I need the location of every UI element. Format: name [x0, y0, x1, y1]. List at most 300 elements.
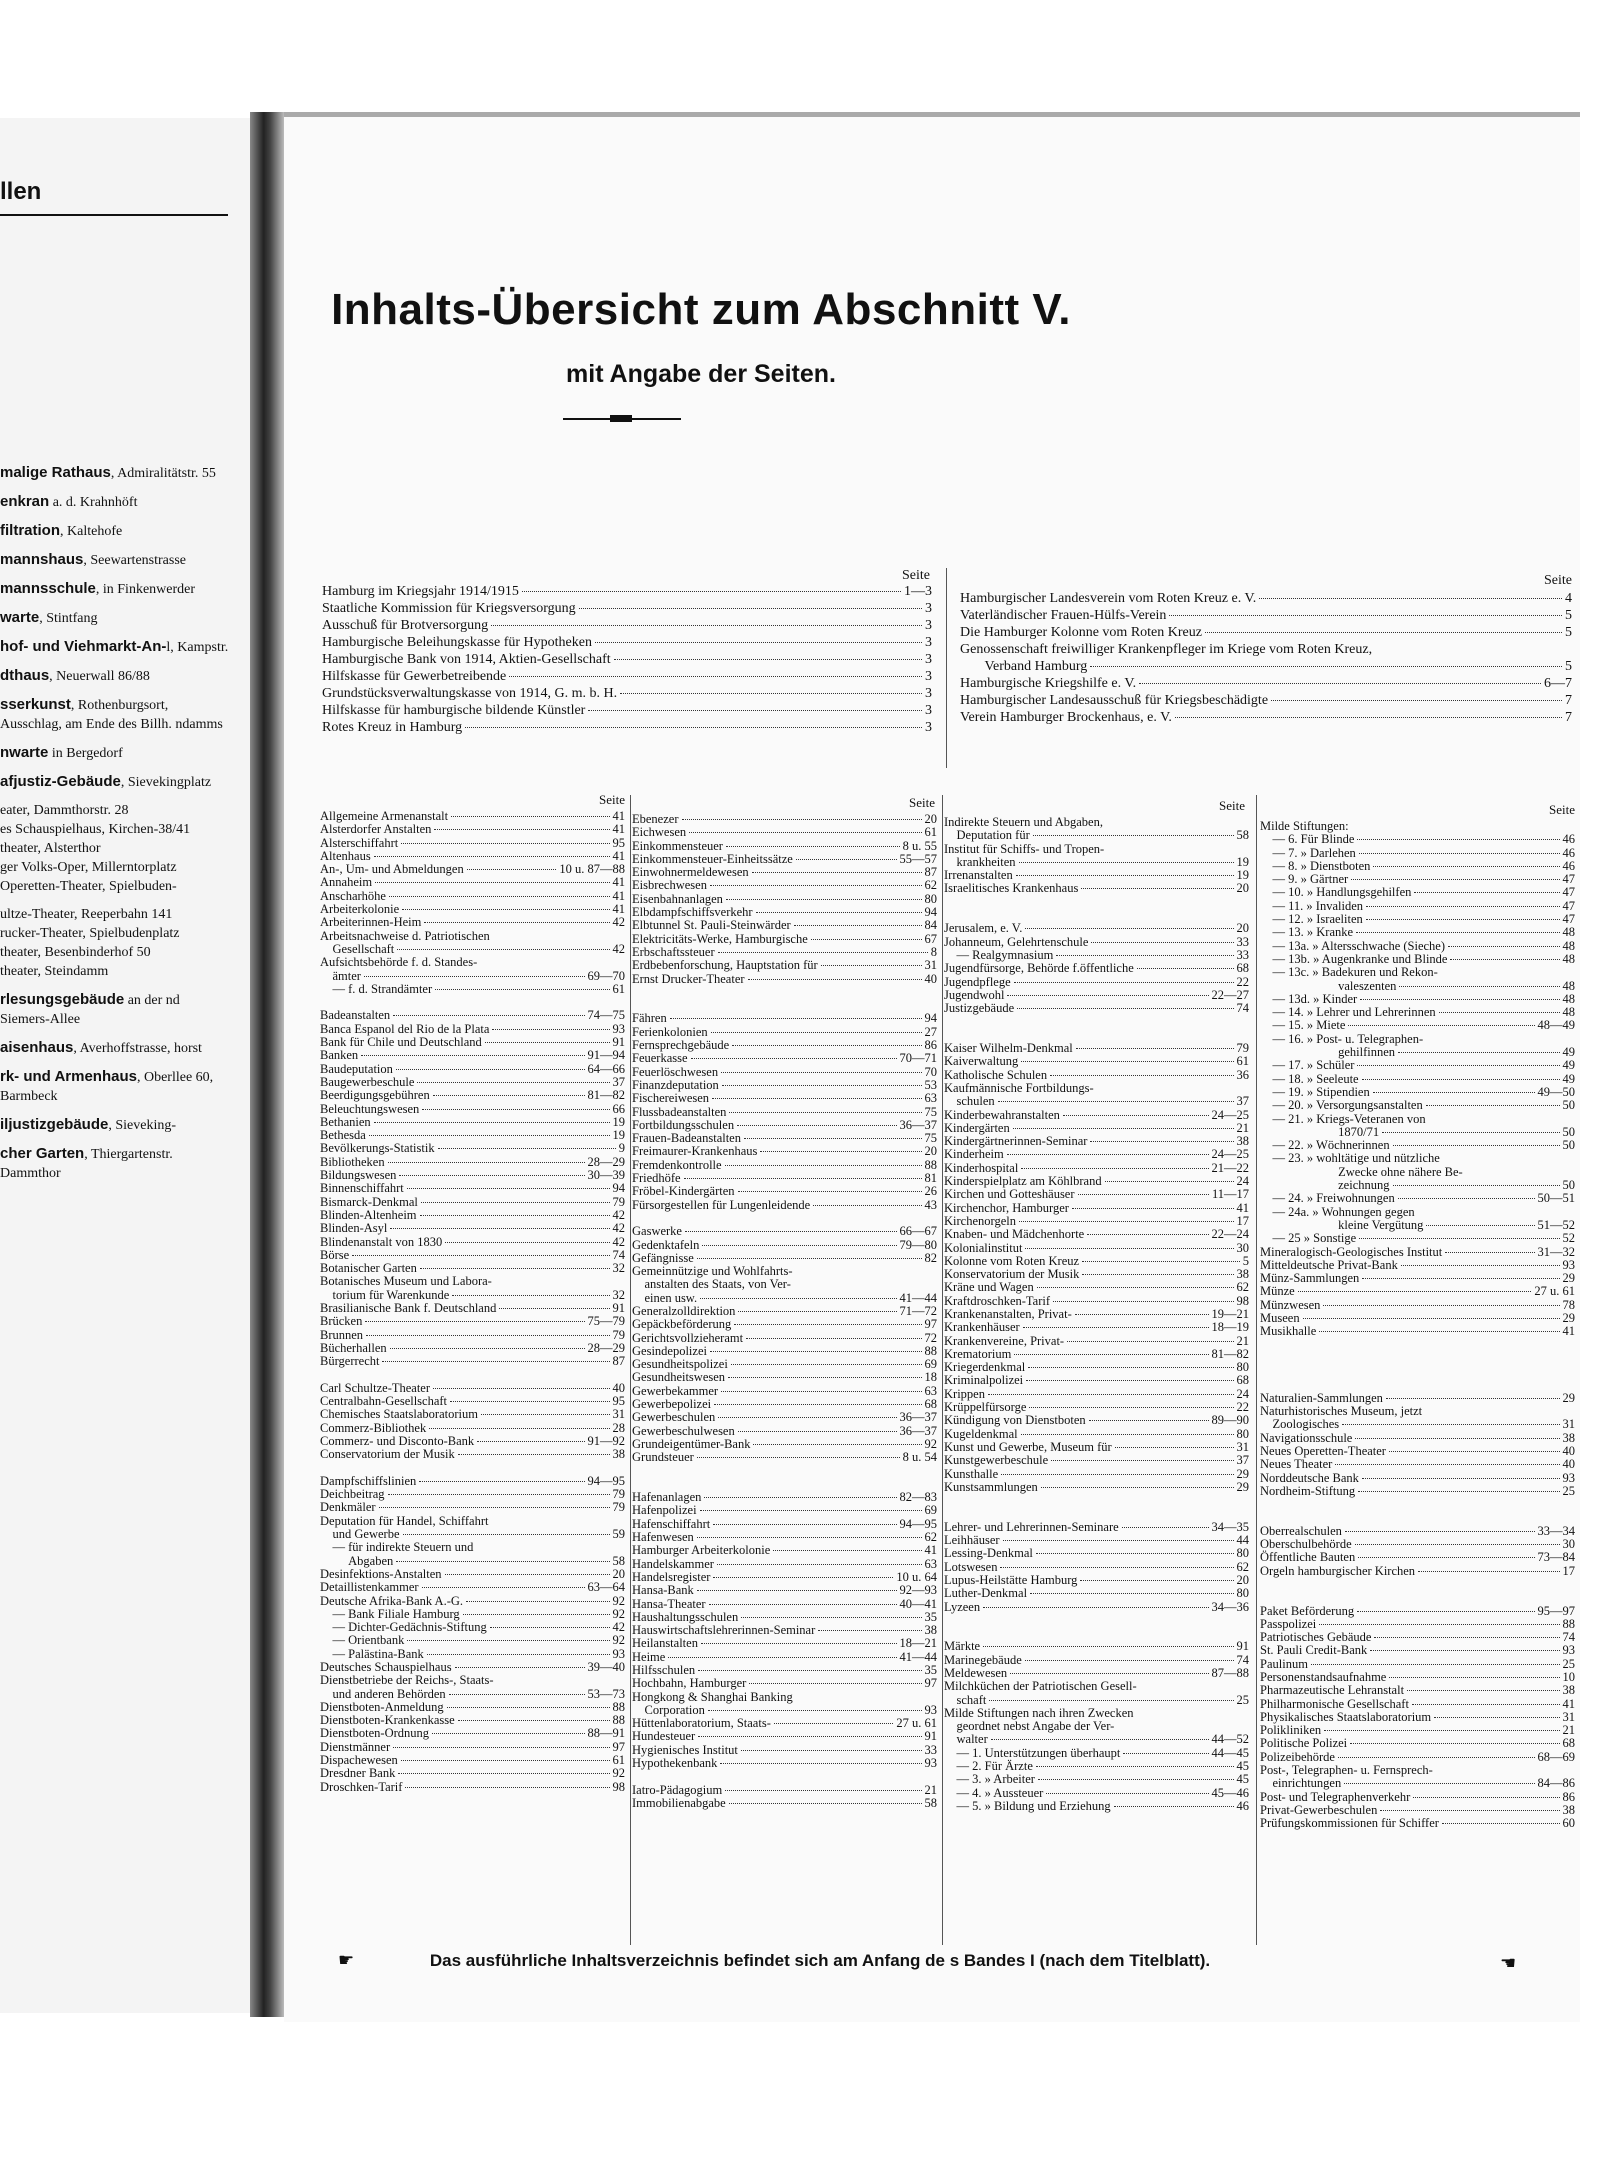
index-entry — [944, 869, 1249, 882]
index-entry — [1260, 1006, 1575, 1019]
index-entry — [632, 893, 937, 906]
index-column-2 — [632, 813, 937, 1810]
dot-leader — [704, 1496, 896, 1498]
index-entry-label: Münz-Sammlungen — [1260, 1271, 1360, 1286]
left-page-entry — [0, 1038, 232, 1058]
dot-leader — [741, 1616, 921, 1618]
index-entry — [944, 1348, 1249, 1361]
section-gap — [1260, 1578, 1575, 1591]
index-entry — [944, 1069, 1249, 1082]
index-entry — [1260, 1126, 1575, 1139]
dot-leader — [756, 911, 922, 913]
index-entry-page: 20 — [1236, 921, 1249, 936]
index-entry-label: Staatliche Kommission für Kriegsversorgung — [322, 601, 576, 616]
index-entry-page: 71—72 — [899, 1303, 937, 1318]
index-entry — [632, 1425, 937, 1438]
index-entry — [320, 1342, 625, 1355]
index-entry — [320, 1688, 625, 1701]
dot-leader — [447, 1706, 610, 1708]
index-entry — [944, 1361, 1249, 1374]
dot-leader — [445, 1573, 610, 1575]
index-entry — [320, 1236, 625, 1249]
index-entry-label: Grundsteuer — [632, 1450, 694, 1465]
index-entry-label: Hansa-Bank — [632, 1583, 694, 1598]
left-page — [0, 118, 250, 2013]
index-entry-page: 61 — [612, 981, 625, 996]
left-page-entry-text: a. d. Krahnhöft — [49, 495, 138, 510]
index-entry — [322, 651, 932, 668]
index-entry-label: Gefängnisse — [632, 1250, 694, 1265]
dot-leader — [1082, 1273, 1233, 1275]
dot-leader — [722, 1084, 922, 1086]
index-entry-page: 38 — [1562, 1683, 1575, 1698]
book-gutter — [250, 112, 284, 2017]
index-entry-label: Hansa-Theater — [632, 1596, 706, 1611]
dot-leader — [420, 1267, 610, 1269]
index-entry — [632, 1052, 937, 1065]
index-entry — [632, 1598, 937, 1611]
index-entry-label: Gewerbeschulwesen — [632, 1423, 735, 1438]
index-entry — [944, 1800, 1249, 1813]
index-entry-label: Polikliniken — [1260, 1723, 1322, 1738]
dot-leader — [1007, 994, 1208, 996]
index-entry — [320, 876, 625, 889]
index-entry-label: Badeanstalten — [320, 1008, 391, 1023]
dot-leader — [670, 1017, 922, 1019]
index-entry-label: Fortbildungsschulen — [632, 1117, 735, 1132]
dot-leader — [734, 1323, 921, 1325]
index-entry-page: 87 — [924, 865, 937, 880]
index-entry-page: 5 — [1565, 659, 1572, 674]
index-entry-page: 41 — [612, 902, 625, 917]
dot-leader — [1380, 1809, 1559, 1811]
index-entry-page: 3 — [925, 686, 932, 701]
dot-leader — [1123, 1752, 1208, 1754]
index-entry-page: 50 — [1562, 1098, 1575, 1113]
index-entry-label: Deichbeitrag — [320, 1487, 385, 1502]
left-page-entry-title: hof- und Viehmarkt-An- — [0, 638, 167, 655]
index-entry — [632, 1717, 937, 1730]
index-entry-label: Post-, Telegraphen- u. Fernsprech- — [1260, 1763, 1433, 1778]
index-entry — [960, 692, 1572, 709]
index-entry-label: — 4. » Aussteuer — [944, 1785, 1044, 1800]
index-entry-label: Einkommensteuer-Einheitssätze — [632, 851, 793, 866]
index-entry — [632, 1371, 937, 1384]
index-entry-label: — 21. » Kriegs-Veteranen von — [1260, 1111, 1426, 1126]
index-entry — [320, 1754, 625, 1767]
dot-leader — [682, 818, 922, 820]
index-entry-page: 17 — [1236, 1213, 1249, 1228]
index-entry — [1260, 1272, 1575, 1285]
index-entry-page: 91—94 — [587, 1048, 625, 1063]
left-page-entry — [0, 463, 232, 483]
index-entry — [1260, 953, 1575, 966]
dot-leader — [1443, 1158, 1572, 1159]
index-entry-label: kleine Vergütung — [1260, 1217, 1424, 1232]
index-entry-label: Politische Polizei — [1260, 1736, 1348, 1751]
index-entry — [632, 840, 937, 853]
dot-leader — [1303, 1317, 1560, 1319]
index-entry-label: Konservatorium der Musik — [944, 1267, 1080, 1282]
dot-leader — [1311, 1663, 1560, 1665]
index-entry — [944, 856, 1249, 869]
index-entry-page: 84—86 — [1537, 1776, 1575, 1791]
index-entry-label: — Bank Filiale Hamburg — [320, 1606, 460, 1621]
dot-leader — [403, 1533, 610, 1535]
index-entry — [1260, 1711, 1575, 1724]
index-entry-page: 95 — [612, 835, 625, 850]
index-entry-page: 62 — [924, 878, 937, 893]
left-page-entries — [0, 463, 232, 1192]
seite-label: Seite — [902, 568, 930, 583]
index-entry-label: — 11. » Invaliden — [1260, 898, 1363, 913]
dot-leader — [432, 1732, 584, 1734]
left-page-entry-text: in Bergedorf — [48, 746, 123, 761]
dot-leader — [1028, 1366, 1233, 1368]
left-page-entry — [0, 743, 232, 763]
dot-leader — [983, 1645, 1233, 1647]
index-entry-label: Kaufmännische Fortbildungs- — [944, 1080, 1094, 1095]
index-entry-label: Krematorium — [944, 1346, 1012, 1361]
index-entry-label: Kinderheim — [944, 1147, 1004, 1162]
section-gap — [320, 1368, 625, 1381]
dot-leader — [429, 1427, 609, 1429]
dot-leader — [477, 1440, 584, 1442]
dot-leader — [749, 1682, 921, 1684]
index-entry-label: Carl Schultze-Theater — [320, 1380, 431, 1395]
index-entry-page: 87—88 — [1211, 1666, 1249, 1680]
index-entry — [1260, 1671, 1575, 1684]
index-entry-label: Dienstboten-Krankenkasse — [320, 1713, 455, 1728]
index-entry-page: 41 — [612, 875, 625, 890]
index-entry-page: 40—41 — [899, 1596, 937, 1611]
dot-leader — [1050, 1074, 1233, 1076]
index-entry — [1260, 1644, 1575, 1657]
index-entry-label: — für indirekte Steuern und — [320, 1540, 474, 1555]
index-entry — [632, 1332, 937, 1345]
index-entry — [632, 1797, 937, 1810]
index-entry-label: Dienstmänner — [320, 1739, 391, 1754]
index-entry-page: 81—82 — [1211, 1346, 1249, 1361]
index-entry-page: 36—37 — [899, 1410, 937, 1425]
dot-leader — [1389, 1450, 1560, 1452]
index-entry — [320, 1501, 625, 1514]
section-gap — [944, 1614, 1249, 1627]
index-entry-page: 88 — [924, 1157, 937, 1172]
dot-leader — [390, 1347, 585, 1349]
index-entry-label: Elbtunnel St. Pauli-Steinwärder — [632, 918, 791, 933]
dot-leader — [1025, 1659, 1234, 1661]
index-entry — [1260, 913, 1575, 926]
dot-leader — [455, 1666, 585, 1668]
dot-leader — [1080, 1579, 1233, 1581]
index-entry-label: Hongkong & Shanghai Banking — [632, 1689, 793, 1704]
index-entry-page: 42 — [612, 941, 625, 956]
index-entry-page: 18—21 — [899, 1636, 937, 1651]
index-entry-label: Blinden-Asyl — [320, 1221, 388, 1236]
index-entry-page: 59 — [612, 1527, 625, 1542]
index-entry-label: Hafenschiffahrt — [632, 1516, 711, 1531]
index-entry-label: Botanisches Museum und Labora- — [320, 1274, 492, 1289]
dot-leader — [1441, 972, 1572, 973]
dot-leader — [700, 1509, 922, 1511]
index-entry — [1260, 1764, 1575, 1777]
dot-leader — [1019, 1220, 1234, 1222]
dot-leader — [480, 962, 622, 963]
dot-leader — [379, 1506, 610, 1508]
index-entry — [320, 1555, 625, 1568]
index-entry-page: 81—82 — [587, 1088, 625, 1103]
index-entry-page: 92 — [612, 1633, 625, 1648]
index-entry — [320, 810, 625, 823]
dot-leader — [1298, 1290, 1532, 1292]
index-entry — [1260, 1432, 1575, 1445]
index-entry-page: 31 — [612, 1407, 625, 1422]
index-entry-label: Kolonne vom Roten Kreuz — [944, 1253, 1080, 1268]
index-entry-page: 4 — [1565, 591, 1572, 606]
dot-leader — [1021, 1167, 1208, 1169]
index-entry-label: — 16. » Post- u. Telegraphen- — [1260, 1031, 1424, 1046]
index-entry — [1260, 1179, 1575, 1192]
index-entry-label: Hypothekenbank — [632, 1756, 718, 1771]
dot-leader — [1351, 878, 1559, 880]
index-entry — [1260, 1565, 1575, 1578]
index-entry-page: 74 — [1236, 1652, 1249, 1667]
index-entry-label: Generalzolldirektion — [632, 1303, 736, 1318]
index-entry-label: Krippen — [944, 1386, 985, 1401]
index-entry-page: 20 — [924, 1144, 937, 1159]
index-entry-label: Paulinum — [1260, 1656, 1308, 1671]
index-entry-label: Milde Stiftungen nach ihren Zwecken — [944, 1705, 1134, 1720]
dot-leader — [818, 1629, 921, 1631]
index-entry-label: Einwohnermeldewesen — [632, 865, 749, 880]
index-entry-page: 29 — [1562, 1390, 1575, 1405]
pointing-hand-icon: ☛ — [338, 1950, 355, 1970]
index-entry-label: Haushaltungsschulen — [632, 1609, 739, 1624]
dot-leader — [989, 1699, 1233, 1701]
index-entry — [944, 1694, 1249, 1707]
index-entry-page: 91 — [612, 1035, 625, 1050]
dot-leader — [988, 1393, 1234, 1395]
dot-leader — [753, 1443, 921, 1445]
index-entry-page: 61 — [1236, 1054, 1249, 1069]
index-entry — [944, 1202, 1249, 1215]
index-entry-label: Hafenwesen — [632, 1530, 694, 1545]
index-entry-page: 22 — [1236, 974, 1249, 989]
index-entry-label: Dienstbetriebe der Reichs-, Staats- — [320, 1673, 494, 1688]
index-entry-label: — 8. » Dienstboten — [1260, 858, 1371, 873]
index-entry-label: Bibliotheken — [320, 1154, 385, 1169]
index-entry-page: 18—19 — [1211, 1320, 1249, 1335]
index-entry-label: Erdbebenforschung, Hauptstation für — [632, 958, 818, 973]
dot-leader — [748, 978, 922, 980]
dot-leader — [721, 1390, 921, 1392]
index-entry-page: 38 — [1562, 1802, 1575, 1817]
index-entry-page: 94—95 — [899, 1516, 937, 1531]
index-entry-page: 31—32 — [1537, 1244, 1575, 1259]
dot-leader — [1063, 1114, 1209, 1116]
index-entry — [944, 1122, 1249, 1135]
index-entry-label: — 14. » Lehrer und Lehrerinnen — [1260, 1005, 1436, 1020]
dot-leader — [1205, 631, 1562, 633]
index-entry-label: Lyzeen — [944, 1599, 981, 1614]
index-entry-label: Patriotisches Gebäude — [1260, 1630, 1372, 1645]
index-entry-label: Hamburgischer Landesausschuß für Kriegsbeschädigte — [960, 693, 1269, 708]
dot-leader — [718, 951, 928, 953]
dot-leader — [369, 1134, 610, 1136]
index-entry-page: 48 — [1562, 991, 1575, 1006]
index-entry — [1260, 1046, 1575, 1059]
dot-leader — [1356, 931, 1559, 933]
index-entry — [1260, 1139, 1575, 1152]
index-entry-label: Milde Stiftungen: — [1260, 819, 1349, 833]
dot-leader — [445, 1241, 609, 1243]
index-entry-label: Kirchenchor, Hamburger — [944, 1200, 1069, 1215]
left-page-rule — [0, 214, 228, 216]
dot-leader — [374, 1121, 610, 1123]
index-entry-label: Bürgerrecht — [320, 1354, 380, 1369]
index-entry — [320, 1727, 625, 1740]
index-entry — [944, 1680, 1249, 1693]
dot-leader — [397, 948, 609, 950]
index-entry — [944, 1162, 1249, 1175]
index-entry — [960, 590, 1572, 607]
index-entry-label: Lessing-Denkmal — [944, 1546, 1033, 1561]
index-entry-page: 29 — [1236, 1466, 1249, 1481]
index-entry — [320, 970, 625, 983]
index-entry-page: 81 — [924, 1171, 937, 1186]
index-entry — [632, 1318, 937, 1331]
index-entry — [944, 936, 1249, 949]
index-entry — [632, 1664, 937, 1677]
index-entry — [322, 617, 932, 634]
dot-leader — [726, 898, 922, 900]
index-entry-label: Prüfungskommissionen für Schiffer — [1260, 1816, 1439, 1831]
index-entry-label: ämter — [320, 968, 361, 983]
index-entry-label: torium für Warenkunde — [320, 1287, 450, 1302]
index-entry-label: Denkmäler — [320, 1500, 376, 1515]
dot-leader — [419, 1480, 584, 1482]
dot-leader — [1386, 1397, 1560, 1399]
left-page-entry — [0, 905, 232, 981]
index-entry-label: Gaswerke — [632, 1224, 682, 1239]
left-page-entry-title: malige Rathaus — [0, 464, 111, 481]
index-entry-label: Polizeibehörde — [1260, 1749, 1335, 1764]
index-entry-label: — 20. » Versorgungsanstalten — [1260, 1098, 1423, 1113]
index-entry-label: Passpolizei — [1260, 1616, 1317, 1631]
index-entry-page: 46 — [1562, 832, 1575, 847]
index-entry — [944, 1135, 1249, 1148]
section-gap — [1260, 1339, 1575, 1352]
index-entry-label: Chemisches Staatslaboratorium — [320, 1407, 478, 1422]
index-entry — [1260, 1485, 1575, 1498]
index-entry-page: 6—7 — [1544, 676, 1572, 691]
index-entry-page: 72 — [924, 1330, 937, 1345]
index-entry — [632, 1185, 937, 1198]
index-entry-label: Pharmazeutische Lehranstalt — [1260, 1683, 1405, 1698]
index-entry-page: 80 — [1236, 1546, 1249, 1561]
index-entry-label: Bank für Chile und Deutschland — [320, 1035, 482, 1050]
index-entry — [1260, 1285, 1575, 1298]
dot-leader — [811, 938, 922, 940]
index-entry — [1260, 1458, 1575, 1471]
index-entry-label: Altenhaus — [320, 848, 371, 863]
dot-leader — [438, 1147, 616, 1149]
index-entry-page: 93 — [612, 1021, 625, 1036]
dot-leader — [697, 1257, 922, 1259]
index-entry-label: einen usw. — [632, 1290, 698, 1305]
section-gap — [1260, 1365, 1575, 1378]
index-entry — [320, 1595, 625, 1608]
index-entry-label: — 13a. » Altersschwache (Sieche) — [1260, 938, 1446, 953]
dot-leader — [1117, 1726, 1246, 1727]
index-entry-page: 80 — [1236, 1426, 1249, 1441]
index-entry-label: Annaheim — [320, 875, 373, 890]
index-entry-page: 38 — [1236, 1134, 1249, 1149]
index-entry-label: Kaiser Wilhelm-Denkmal — [944, 1041, 1073, 1056]
index-entry-page: 40 — [1562, 1457, 1575, 1472]
index-entry-page: 79 — [612, 1500, 625, 1515]
index-entry — [320, 1581, 625, 1594]
dot-leader — [522, 590, 901, 592]
dot-leader — [1137, 1713, 1246, 1714]
index-entry-label: — Realgymnasium — [944, 947, 1054, 962]
dot-leader — [746, 1337, 921, 1339]
index-entry — [320, 1674, 625, 1687]
index-entry — [632, 826, 937, 839]
index-entry-label: Krankenvereine, Privat- — [944, 1333, 1065, 1348]
index-entry-label: Genossenschaft freiwilliger Krankenpfleger im Kriege vom Roten Kreuz, — [960, 642, 1373, 657]
dot-leader — [1053, 1300, 1233, 1302]
index-entry — [1260, 1099, 1575, 1112]
index-entry-label: walter — [944, 1732, 988, 1747]
index-entry-page: 5 — [1565, 625, 1572, 640]
index-entry-label: Baudeputation — [320, 1061, 393, 1076]
index-entry-page: 97 — [924, 1317, 937, 1332]
index-entry-page: 36—37 — [899, 1117, 937, 1132]
index-entry-label: — 9. » Gärtner — [1260, 872, 1349, 887]
index-entry — [944, 1095, 1249, 1108]
index-entry-page: 33 — [1236, 934, 1249, 949]
dot-leader — [1352, 826, 1572, 827]
index-entry-label: Eisbrechwesen — [632, 878, 707, 893]
index-entry-page: 92 — [612, 1593, 625, 1608]
index-entry — [632, 933, 937, 946]
seite-label: Seite — [1549, 802, 1575, 817]
index-entry — [1260, 966, 1575, 979]
dot-leader — [485, 1041, 610, 1043]
index-entry — [944, 1374, 1249, 1387]
index-entry — [1260, 1804, 1575, 1817]
dot-leader — [420, 1214, 610, 1216]
dot-leader — [1426, 1104, 1560, 1106]
dot-leader — [1033, 834, 1234, 836]
page-subtitle: mit Angabe der Seiten. — [566, 360, 836, 388]
dot-leader — [434, 828, 609, 830]
index-entry-label: Luther-Denkmal — [944, 1586, 1028, 1601]
left-page-entry — [0, 637, 232, 657]
index-entry-page: 45—46 — [1211, 1785, 1249, 1800]
dot-leader — [684, 1177, 922, 1179]
index-entry — [1260, 1551, 1575, 1564]
index-entry-page: 19 — [1236, 868, 1249, 883]
index-entry-page: 74 — [1562, 1630, 1575, 1645]
index-entry-label: Iatro-Pädagogium — [632, 1782, 723, 1797]
dot-leader — [794, 1284, 934, 1285]
index-entry-label: Münze — [1260, 1284, 1295, 1299]
dot-leader — [1014, 1353, 1208, 1355]
index-entry-label: Kindergärtnerinnen-Seminar — [944, 1134, 1088, 1149]
